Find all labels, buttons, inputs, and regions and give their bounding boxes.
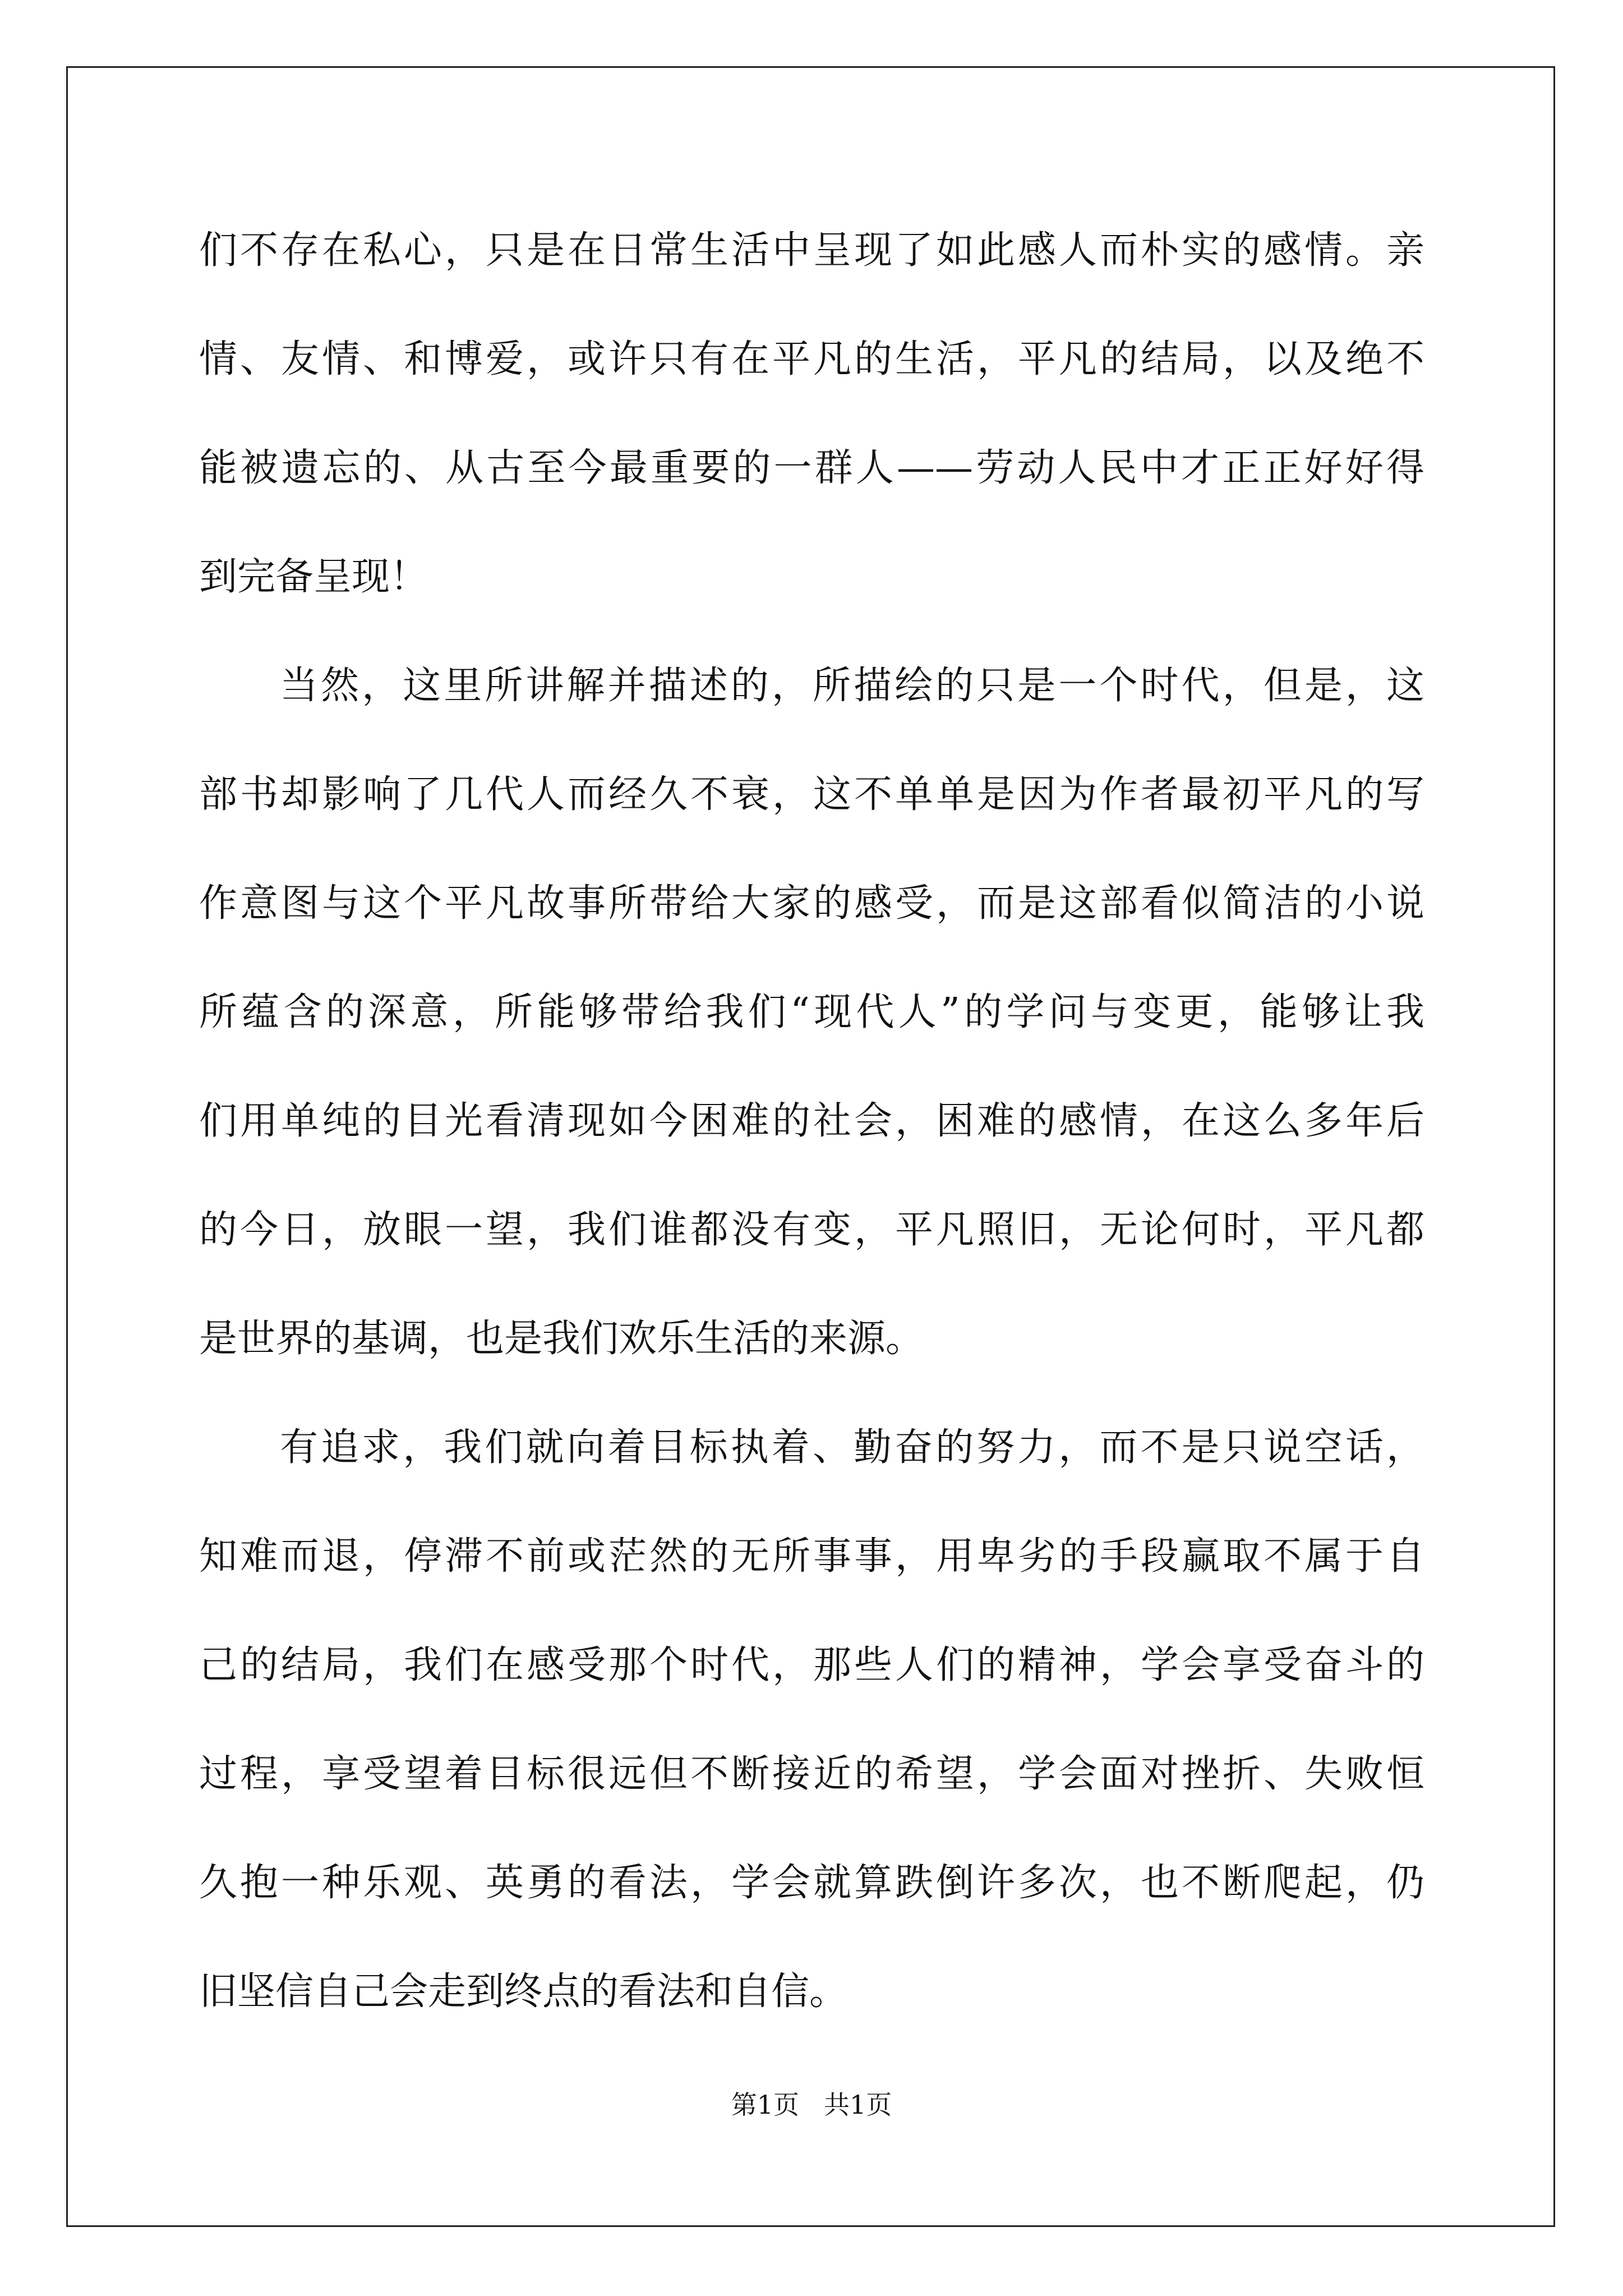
text-line: 知难而退，停滞不前或茫然的无所事事，用卑劣的手段赢取不属于自 <box>199 1534 1424 1579</box>
text-line: 作意图与这个平凡故事所带给大家的感受，而是这部看似简洁的小说 <box>199 881 1424 926</box>
text-line: 旧坚信自己会走到终点的看法和自信。 <box>199 1970 848 2014</box>
page-number: 第1页 <box>731 2090 800 2120</box>
page-total: 共1页 <box>823 2090 892 2120</box>
page-footer <box>0 2088 1623 2122</box>
text-line: 能被遗忘的、从古至今最重要的一群人——劳动人民中才正正好好得 <box>199 446 1424 490</box>
text-line: 们不存在私心，只是在日常生活中呈现了如此感人而朴实的感情。亲 <box>199 228 1424 273</box>
text-line: 当然，这里所讲解并描述的，所描绘的只是一个时代，但是，这 <box>280 664 1424 708</box>
text-line: 己的结局，我们在感受那个时代，那些人们的精神，学会享受奋斗的 <box>199 1643 1424 1687</box>
text-line: 有追求，我们就向着目标执着、勤奋的努力，而不是只说空话， <box>280 1425 1424 1470</box>
text-line: 部书却影响了几代人而经久不衰，这不单单是因为作者最初平凡的写 <box>199 772 1424 817</box>
text-line: 到完备呈现！ <box>199 555 428 599</box>
text-line: 所蕴含的深意，所能够带给我们“现代人”的学问与变更，能够让我 <box>199 990 1424 1034</box>
text-line: 久抱一种乐观、英勇的看法，学会就算跌倒许多次，也不断爬起，仍 <box>199 1861 1424 1905</box>
text-line: 的今日，放眼一望，我们谁都没有变，平凡照旧，无论何时，平凡都 <box>199 1208 1424 1252</box>
text-line: 过程，享受望着目标很远但不断接近的希望，学会面对挫折、失败恒 <box>199 1752 1424 1796</box>
text-line: 们用单纯的目光看清现如今困难的社会，困难的感情，在这么多年后 <box>199 1099 1424 1143</box>
document-body <box>199 213 1424 2063</box>
text-line: 是世界的基调，也是我们欢乐生活的来源。 <box>199 1317 924 1361</box>
text-line: 情、友情、和博爱，或许只有在平凡的生活，平凡的结局，以及绝不 <box>199 337 1424 381</box>
